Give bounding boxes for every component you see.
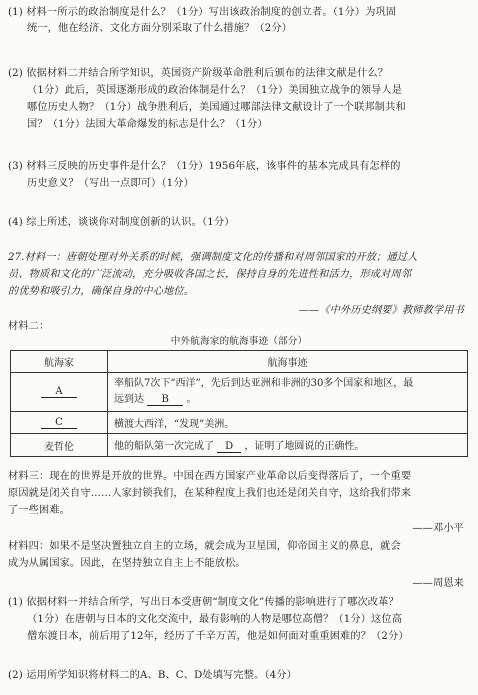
- blank-b: B: [147, 394, 183, 406]
- table-header-row: [11, 351, 468, 373]
- q2-line-3: 哪位历史人物？（1分）战争胜利后，美国通过哪部法律文献设计了一个联邦制共和: [27, 102, 406, 113]
- q27-sub1-line-2: （1分）在唐朝与日本的文化交流中，最有影响的人物是哪位高僧？（1分）这位高: [27, 614, 403, 625]
- material3-source: ——邓小平: [412, 523, 464, 534]
- material3-line-2: 原因就是闭关自守……人家封锁我们，在某种程度上我们也还是闭关自守，这给我们带来: [8, 488, 412, 499]
- q1-line-2: 统一，他在经济、文化方面分别采取了什么措施？（2分）: [27, 23, 293, 34]
- blank-a: A: [41, 386, 77, 398]
- table-row: [11, 412, 468, 434]
- table-title: 中外航海家的航海事迹（部分）: [170, 336, 308, 347]
- material4-line-2: 成为从属国家。因此，在坚持独立自主上不能放松。: [8, 558, 246, 569]
- row-magellan-deed: 他的船队第一次完成了: [114, 441, 214, 452]
- q2-line-1: (2) 依据材料二并结合所学知识，英国资产阶级革命胜利后颁布的法律文献是什么？: [8, 68, 389, 79]
- q1-line-1: (1) 材料一所示的政治制度是什么？（1分）写出该政治制度的创立者。（1分）为巩固: [8, 7, 397, 18]
- q27-sub1-line-3: 僧东渡日本，前后用了12年，经历了千辛万苦，他是如何面对重重困难的？（2分）: [27, 631, 409, 642]
- q4-line-1: (4) 综上所述，谈谈你对制度创新的认识。（1分）: [8, 217, 235, 228]
- q27-sub2-line-1: (2) 运用所学知识将材料二的A、B、C、D处填写完整。（4分）: [8, 670, 297, 681]
- header-deeds: 航海事迹: [108, 351, 468, 373]
- q3-line-1: (3) 材料三反映的历史事件是什么？（1分）1956年底，该事件的基本完成具有怎样的: [8, 161, 401, 172]
- navigator-magellan: 麦哲伦: [11, 434, 108, 457]
- material3-line-1: 材料三：现在的世界是开放的世界。中国在西方国家产业革命以后变得落后了，一个重要: [8, 471, 412, 482]
- row-a-deed-l2: 远到达: [114, 394, 144, 405]
- material4-line-1: 材料四：如果不是坚决置独立自主的立场，就会成为卫星国，仰帝国主义的鼻息，就会: [8, 541, 401, 552]
- q27-material1-line-2: 员、物质和文化的广泛流动，充分吸收各国之长，保持自身的先进性和活力，形成对周邻: [8, 269, 412, 280]
- header-navigator: 航海家: [11, 351, 108, 373]
- q27-sub1-line-1: (1) 依据材料一并结合所学，写出日本受唐朝“制度文化”传播的影响进行了哪次改革？: [8, 597, 399, 608]
- blank-d: D: [217, 441, 241, 453]
- table-row: [11, 434, 468, 457]
- q2-line-4: 国？（1分）法国大革命爆发的标志是什么？（1分）: [27, 119, 268, 130]
- q3-line-2: 历史意义？（写出一点即可）（1分）: [27, 178, 194, 189]
- material1-source: ——《中外历史纲要》教师教学用书: [298, 305, 464, 316]
- row-a-deed: 率船队7次下“西洋”，先后到达亚洲和非洲的30多个国家和地区，最: [114, 378, 414, 389]
- q27-material1-line-1: 27.材料一：唐朝处理对外关系的时候，强调制度文化的传播和对周邻国家的开放；通过人: [8, 252, 418, 263]
- q2-line-2: （1分）此后，英国逐渐形成的政治体制是什么？（1分）美国独立战争的领导人是: [27, 85, 403, 96]
- material3-line-3: 了一些困难。: [8, 505, 71, 516]
- blank-c: C: [41, 417, 77, 429]
- material2-label: 材料二：: [8, 321, 50, 332]
- row-c-deed: 横渡大西洋，“发现”美洲。: [108, 412, 468, 434]
- row-a-deed-end: 。: [186, 394, 197, 405]
- row-magellan-deed-end: ，证明了地圆说的正确性。: [244, 441, 365, 452]
- material4-source: ——周恩来: [412, 578, 464, 589]
- q27-material1-line-3: 的优势和吸引力，确保自身的中心地位。: [8, 286, 195, 297]
- table-row: [11, 373, 468, 412]
- navigators-table: [10, 350, 468, 457]
